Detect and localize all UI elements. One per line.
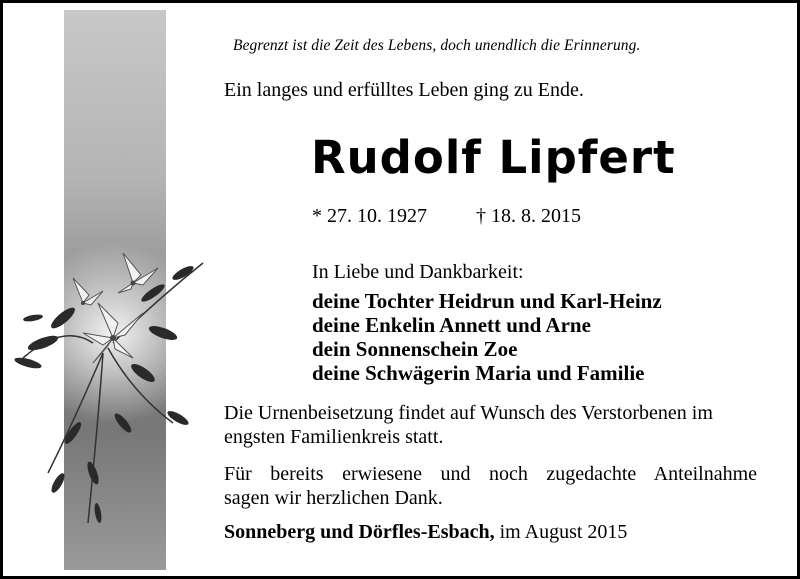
lily-bouquet-image — [3, 223, 233, 543]
place-date — [224, 521, 627, 544]
mourners-list — [312, 289, 662, 385]
deceased-name: Rudolf Lipfert — [311, 131, 676, 184]
place-location: Sonneberg und Dörfles-Esbach, — [224, 521, 495, 543]
intro-text: Ein langes und erfülltes Leben ging zu Ende. — [224, 79, 584, 101]
burial-notice: Die Urnenbeisetzung findet auf Wunsch des Verstorbenen im engsten Familienkreis statt. — [224, 402, 713, 448]
mourner: deine Tochter Heidrun und Karl-Heinz — [312, 289, 662, 313]
place-date-text: im August 2015 — [499, 521, 628, 543]
mourner: deine Schwägerin Maria und Familie — [312, 361, 645, 385]
mourner: deine Enkelin Annett und Arne — [312, 313, 591, 337]
thanks-line: In Liebe und Dankbarkeit: — [312, 261, 524, 283]
mourner: dein Sonnenschein Zoe — [312, 337, 518, 361]
gratitude-line-1: Für bereits erwiesene und noch zugedachte Anteilnahme — [224, 463, 757, 485]
birth-date: * 27. 10. 1927 — [312, 205, 427, 227]
death-date: † 18. 8. 2015 — [476, 205, 581, 227]
life-dates — [312, 205, 581, 228]
gratitude-line-2: sagen wir herzlichen Dank. — [224, 487, 443, 509]
gratitude-text — [224, 462, 757, 510]
motto: Begrenzt ist die Zeit des Lebens, doch unendlich die Erinnerung. — [233, 37, 641, 54]
